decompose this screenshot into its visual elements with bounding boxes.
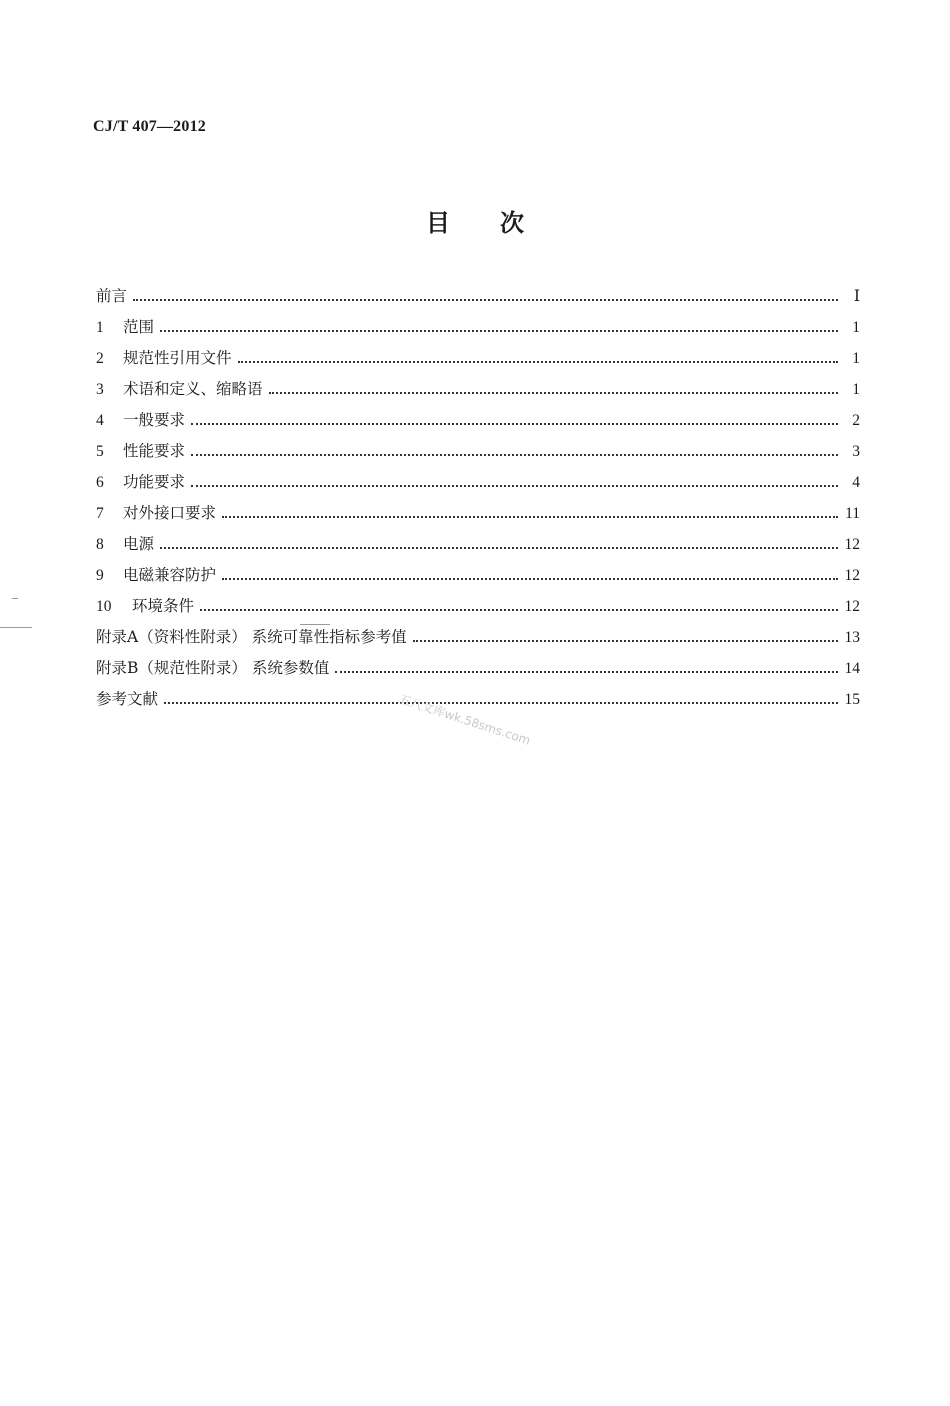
toc-entry-page: 4 <box>852 474 860 491</box>
toc-entry-label: 范围 <box>123 318 155 336</box>
toc-entry-number: 5 <box>96 443 104 460</box>
toc-entry-page: 1 <box>852 381 860 398</box>
toc-entry-page: 3 <box>852 443 860 460</box>
dot-leader <box>238 361 838 363</box>
toc-entry-number: 6 <box>96 474 104 491</box>
toc-entry-page: 12 <box>844 536 860 553</box>
toc-entry-appendix-b[interactable] <box>96 656 860 687</box>
toc-entry-general-requirements[interactable] <box>96 408 860 439</box>
toc-entry-terms-definitions[interactable] <box>96 377 860 408</box>
toc-entry-number: 9 <box>96 567 104 584</box>
toc-entry-page: 12 <box>844 567 860 584</box>
toc-entry-power-supply[interactable] <box>96 532 860 563</box>
toc-entry-scope[interactable] <box>96 315 860 346</box>
toc-entry-emc-protection[interactable] <box>96 563 860 594</box>
toc-entry-label: 附录B（规范性附录） 系统参数值 <box>96 659 330 677</box>
toc-entry-label: 功能要求 <box>123 473 186 491</box>
toc-entry-performance-requirements[interactable] <box>96 439 860 470</box>
toc-entry-number: 8 <box>96 536 104 553</box>
toc-title: 目次 <box>426 209 574 237</box>
dot-leader <box>222 578 838 580</box>
toc-entry-page: 12 <box>844 598 860 615</box>
toc-entry-page: Ⅰ <box>853 288 860 305</box>
toc-entry-number: 3 <box>96 381 104 398</box>
toc-entry-number: 7 <box>96 505 104 522</box>
table-of-contents <box>96 284 860 718</box>
toc-entry-label: 环境条件 <box>132 597 195 615</box>
document-code: CJ/T 407—2012 <box>93 118 206 135</box>
dot-leader <box>269 392 838 394</box>
dot-leader <box>335 671 838 673</box>
toc-entry-interface-requirements[interactable] <box>96 501 860 532</box>
toc-entry-functional-requirements[interactable] <box>96 470 860 501</box>
dot-leader <box>191 454 838 456</box>
toc-entry-environmental-conditions[interactable] <box>96 594 860 625</box>
toc-entry-number: 4 <box>96 412 104 429</box>
toc-entry-page: 11 <box>845 505 860 522</box>
toc-entry-page: 13 <box>844 629 860 646</box>
toc-entry-page: 15 <box>844 691 860 708</box>
dot-leader <box>191 485 838 487</box>
toc-entry-label: 附录A（资料性附录） 系统可靠性指标参考值 <box>96 628 407 646</box>
toc-entry-label: 前言 <box>96 287 128 305</box>
scan-speck <box>0 627 32 628</box>
toc-entry-appendix-a[interactable] <box>96 625 860 656</box>
toc-entry-label: 对外接口要求 <box>123 504 217 522</box>
toc-entry-number: 1 <box>96 319 104 336</box>
toc-entry-label: 参考文献 <box>96 690 159 708</box>
toc-entry-label: 规范性引用文件 <box>123 349 232 367</box>
dot-leader <box>191 423 838 425</box>
site-watermark: 五八文库wk.58sms.com <box>397 691 533 748</box>
toc-entry-page: 1 <box>852 350 860 367</box>
toc-entry-label: 电源 <box>123 535 155 553</box>
toc-entry-page: 1 <box>852 319 860 336</box>
toc-entry-normative-references[interactable] <box>96 346 860 377</box>
toc-entry-label: 术语和定义、缩略语 <box>123 380 263 398</box>
toc-entry-foreword[interactable] <box>96 284 860 315</box>
toc-entry-label: 电磁兼容防护 <box>123 566 217 584</box>
dot-leader <box>133 299 838 301</box>
toc-entry-label: 一般要求 <box>123 411 186 429</box>
dot-leader <box>222 516 838 518</box>
toc-entry-page: 14 <box>844 660 860 677</box>
dot-leader <box>413 640 838 642</box>
dot-leader <box>160 330 838 332</box>
dot-leader <box>160 547 838 549</box>
toc-entry-bibliography[interactable] <box>96 687 860 718</box>
toc-entry-page: 2 <box>852 412 860 429</box>
scan-speck <box>300 624 330 625</box>
toc-entry-number: 10 <box>96 598 112 615</box>
toc-entry-label: 性能要求 <box>123 442 186 460</box>
dot-leader <box>164 702 838 704</box>
scan-speck <box>12 598 18 599</box>
toc-entry-number: 2 <box>96 350 104 367</box>
dot-leader <box>200 609 838 611</box>
